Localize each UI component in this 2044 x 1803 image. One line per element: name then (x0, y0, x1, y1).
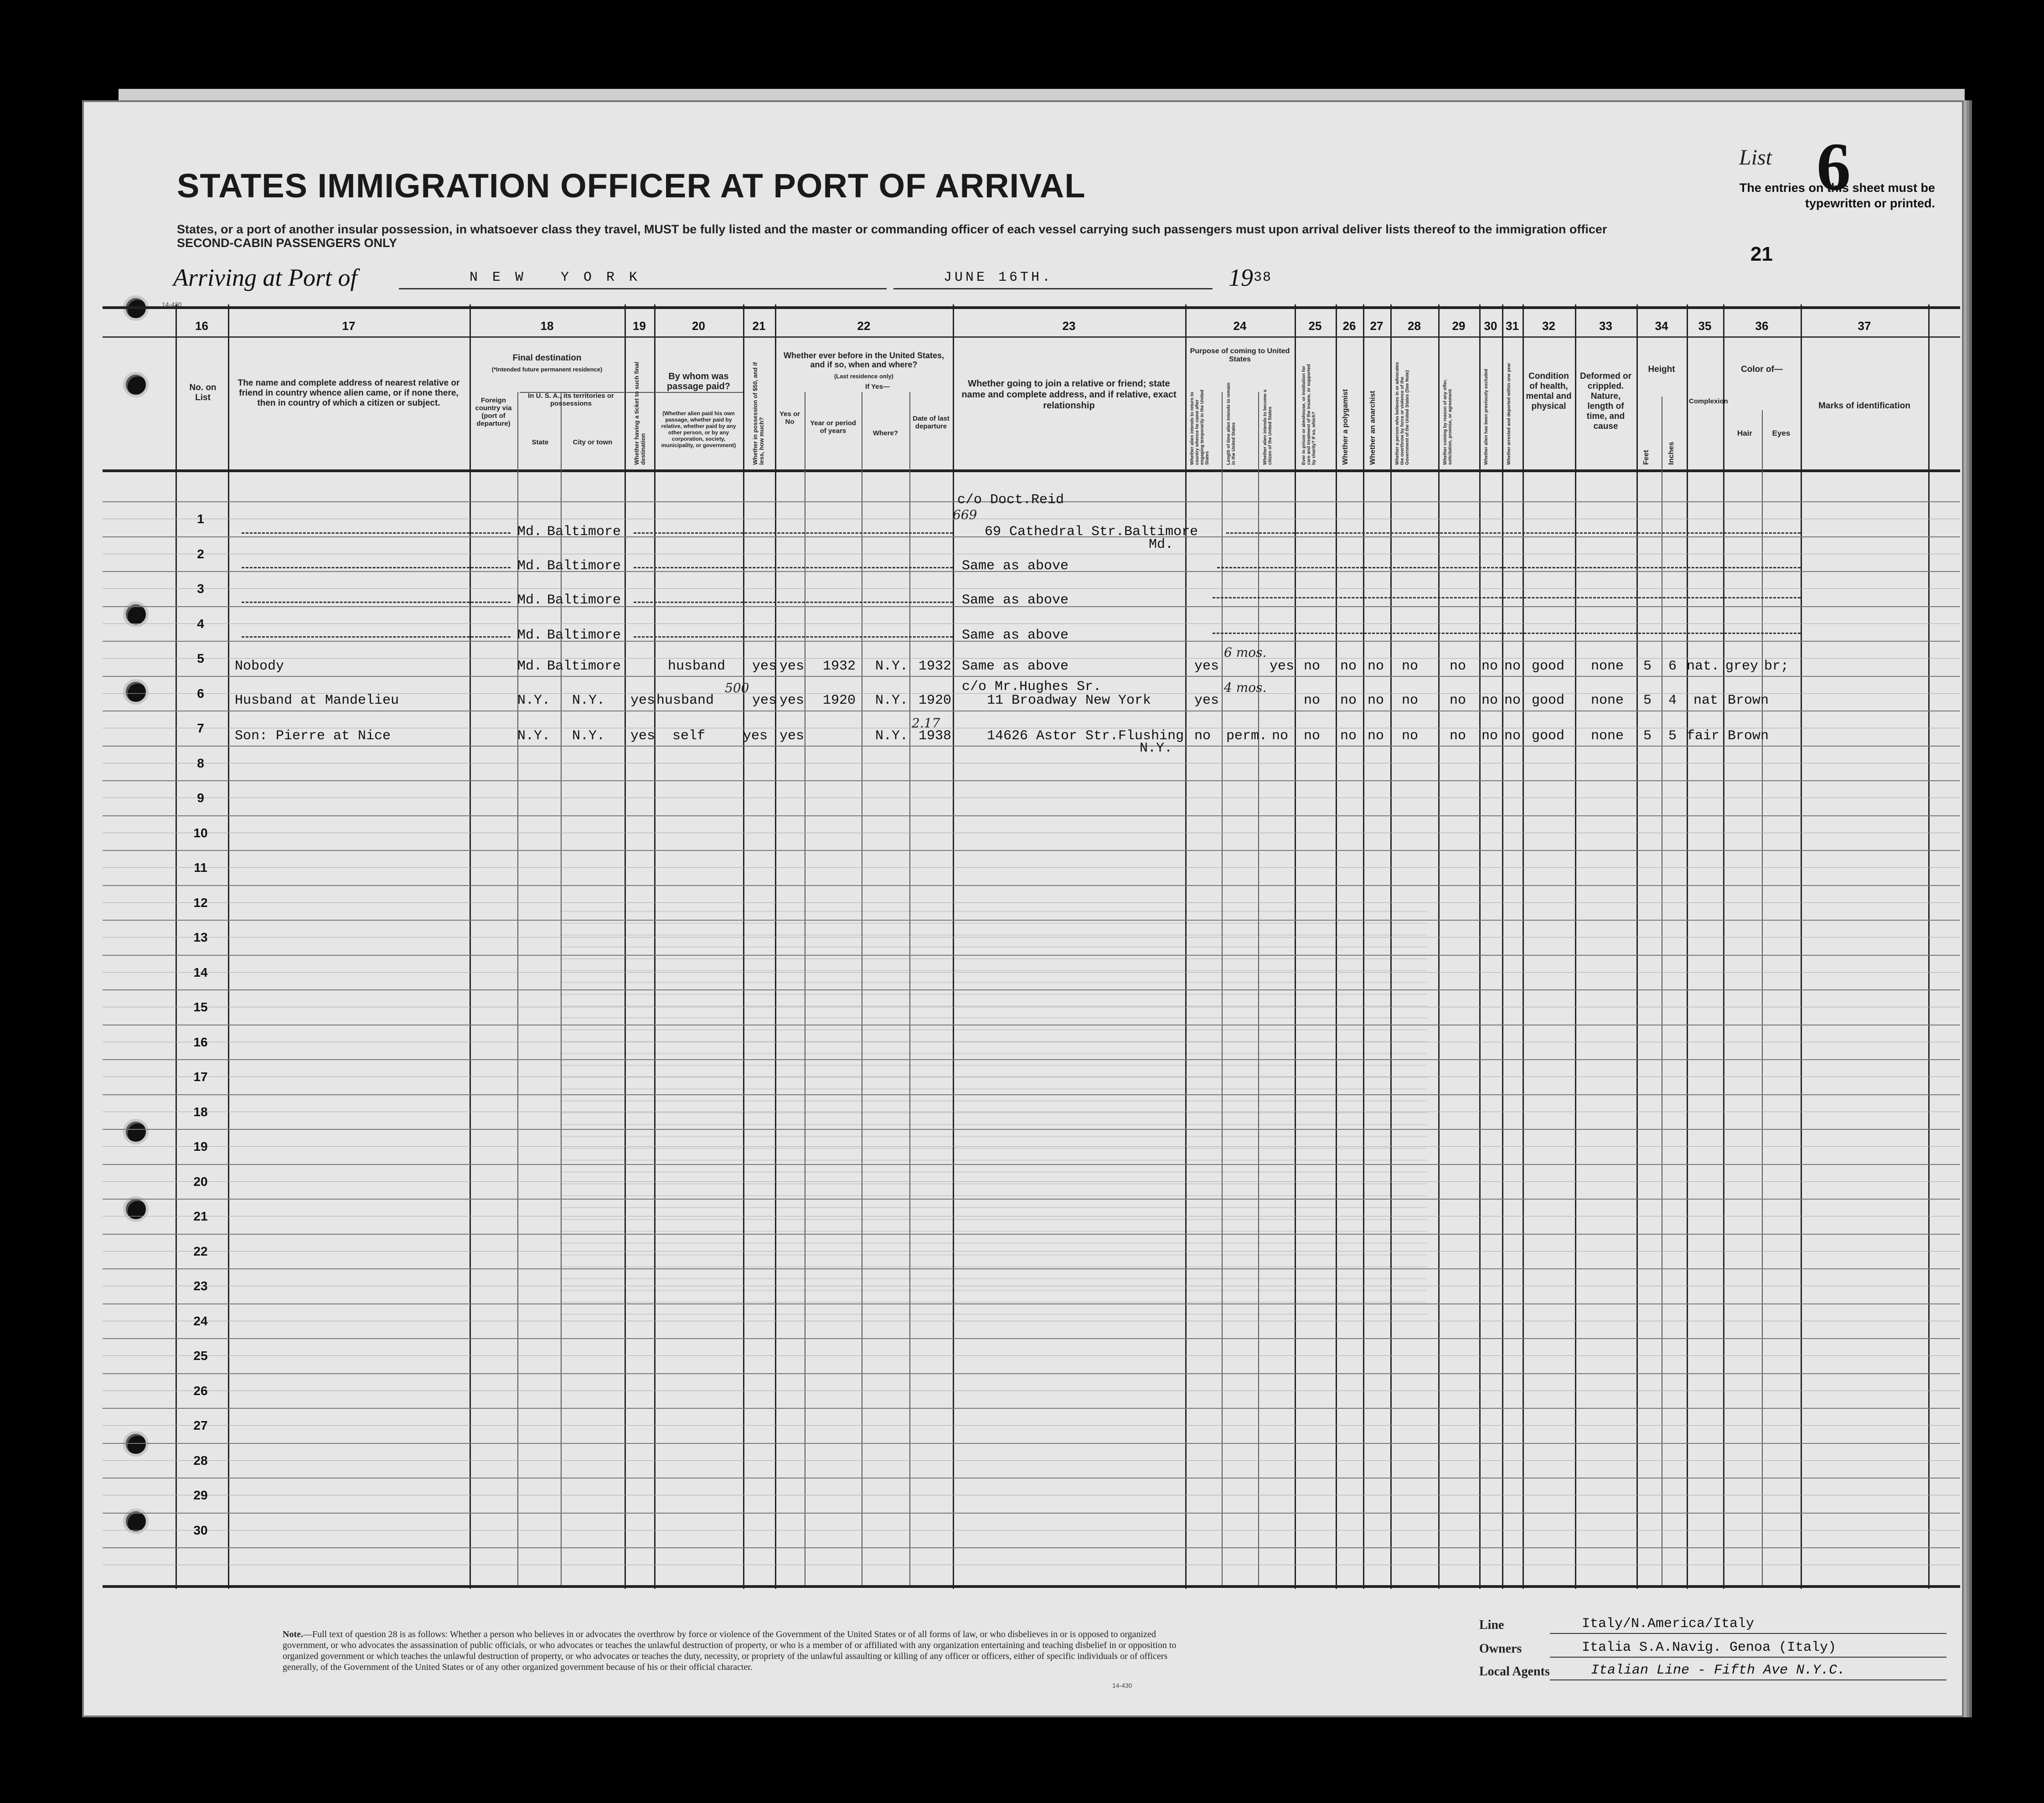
eyes-cell: br; (1764, 659, 1789, 674)
ticket-cell: yes (630, 728, 656, 744)
state-cell: Md. (517, 592, 542, 608)
q29-cell: no (1450, 693, 1466, 708)
header-eyes: Eyes (1772, 429, 1791, 438)
feet-cell: 5 (1643, 659, 1652, 674)
city-cell: Baltimore (547, 592, 621, 608)
handwritten-note: 4 mos. (1224, 680, 1267, 695)
col-rule (1523, 304, 1524, 1589)
header-excluded: Whether alien has been previously excluded (1484, 369, 1489, 465)
col-rule (175, 304, 177, 1589)
year-cell: 1920 (823, 693, 856, 708)
col-rule (1687, 304, 1688, 1589)
join-sub: N.Y. (1140, 741, 1173, 756)
col-number: 25 (1308, 319, 1322, 333)
col-rule (1479, 304, 1481, 1589)
form-title: STATES IMMIGRATION OFFICER AT PORT OF ARRIVAL (177, 167, 1086, 205)
inches-cell: 6 (1668, 659, 1677, 674)
form-code: 14-430 (162, 301, 182, 308)
q28-cell: no (1402, 659, 1419, 674)
state-cell: N.Y. (517, 728, 551, 744)
col-rule (228, 304, 229, 1589)
col-number: 20 (692, 319, 705, 333)
money-cell: yes (752, 659, 777, 674)
join-cell: Same as above (962, 659, 1069, 674)
row-number: 25 (193, 1349, 208, 1363)
row-rule (103, 920, 1960, 921)
footnote-label: Note. (283, 1629, 303, 1639)
row-rule (103, 850, 1960, 851)
header-bottom-rule (103, 469, 1960, 472)
join-cell: 11 Broadway New York (987, 693, 1151, 708)
binder-hole (123, 1431, 149, 1457)
header-offer: Whether coming by reason of any offer, solicitation, promise, or agreement (1443, 379, 1453, 465)
join-cell: Same as above (962, 558, 1069, 574)
row-number: 16 (193, 1035, 208, 1049)
col-number: 33 (1599, 319, 1612, 333)
row-number: 13 (193, 930, 208, 944)
col-number: 29 (1452, 319, 1466, 333)
entries-note: The entries on this sheet must be typewritten or printed. (1739, 181, 1935, 210)
header-if-yes: If Yes— (865, 383, 890, 391)
ditto-dashes (242, 532, 511, 534)
col-number: 22 (857, 319, 871, 333)
header-no-on-list: No. on List (189, 383, 217, 402)
print-through (561, 905, 1427, 1315)
header-before-in-us: Whether ever before in the United States, and if so, when and where? (783, 351, 945, 369)
port-underline (399, 288, 887, 289)
footnote (283, 1629, 1194, 1673)
row-number: 9 (197, 791, 204, 805)
col-number: 35 (1698, 319, 1712, 333)
row-number: 6 (197, 686, 204, 701)
col-number: 32 (1542, 319, 1555, 333)
handwritten-note: 6 mos. (1224, 645, 1267, 660)
join-cell: Same as above (962, 628, 1069, 643)
col-rule (1575, 304, 1576, 1589)
binder-hole (123, 1196, 149, 1222)
handwritten-note: 500 (725, 680, 749, 695)
handwritten-note: 2.17 (912, 716, 940, 731)
state-cell: N.Y. (517, 693, 551, 708)
row-rule (103, 1338, 1960, 1339)
date-cell: 1932 (919, 659, 952, 674)
line-underline (1550, 1633, 1946, 1634)
owners-label: Owners (1479, 1642, 1522, 1656)
header-purpose-return: Whether alien intends to return to country whence he came after engaging temporarily in the United States (1190, 389, 1210, 465)
col-number: 17 (342, 319, 356, 333)
header-inches: Inches (1667, 442, 1675, 465)
header-complexion: Complexion (1689, 397, 1728, 405)
date-underline (893, 288, 1213, 289)
header-year: Year or period of years (810, 419, 856, 435)
owners-underline (1550, 1657, 1946, 1658)
row-number: 11 (194, 860, 207, 875)
header-foreign-country: Foreign country via (port of departure) (475, 397, 512, 428)
row-rule (103, 1373, 1960, 1374)
header-ticket: Whether having a ticket to such final destination (633, 361, 646, 465)
state-cell: Md. (517, 659, 542, 674)
col-number: 28 (1408, 319, 1421, 333)
header-state: State (532, 438, 549, 446)
ditto-dashes (1217, 567, 1801, 568)
header-overthrow: Whether a person who believes in or advocates the overthrow by force or violence of the Government of the United States (See Note) (1395, 362, 1410, 465)
header-city: City or town (573, 438, 613, 446)
row-rule (103, 676, 1960, 677)
row-rule (103, 1129, 1960, 1130)
row-number: 4 (197, 617, 204, 631)
header-nearest-relative: The name and complete address of nearest relative or friend in country whence alien came, or if none there, then in country of which a citizen or subject. (237, 378, 460, 408)
header-last-residence: (Last residence only) (834, 373, 894, 380)
purpose-cell: yes (1194, 659, 1219, 674)
hair-cell: Brown (1728, 728, 1769, 744)
col-number: 18 (540, 319, 554, 333)
row-number: 1 (197, 512, 204, 526)
hair-cell: Brown (1728, 693, 1769, 708)
header-marks: Marks of identification (1818, 401, 1910, 411)
list-number: 6 (1817, 129, 1851, 205)
ditto-dashes (1213, 597, 1801, 598)
line-label: Line (1479, 1618, 1504, 1632)
deformed-cell: none (1591, 659, 1624, 674)
join-sub: Md. (1149, 537, 1174, 552)
col-number: 37 (1858, 319, 1871, 333)
paid-by-cell: husband (668, 659, 726, 674)
ditto-dashes (634, 636, 953, 638)
row-subrule (103, 867, 1960, 868)
q29-cell: no (1450, 659, 1466, 674)
year-suffix: 38 (1254, 270, 1272, 285)
binder-hole (123, 679, 149, 705)
header-deformed: Deformed or crippled. Nature, length of time, and cause (1580, 371, 1631, 431)
polygamist-cell: no (1340, 728, 1357, 744)
row-number: 26 (193, 1384, 208, 1398)
deformed-cell: none (1591, 728, 1624, 744)
q30-cell: no (1481, 728, 1498, 744)
footer-form-code: 14-430 (1112, 1682, 1132, 1689)
table-bottom-rule (103, 1585, 1960, 1588)
row-rule (103, 746, 1960, 747)
date-value: JUNE 16TH. (944, 270, 1053, 285)
col-number: 26 (1342, 319, 1356, 333)
ticket-cell: yes (630, 693, 656, 708)
row-number: 23 (193, 1279, 208, 1293)
col-rule (470, 304, 471, 1589)
header-final-destination-sub: (*Intended future permanent residence) (491, 366, 603, 373)
col-number: 16 (195, 319, 208, 333)
header-hair: Hair (1737, 429, 1753, 438)
where-cell: N.Y. (875, 659, 908, 674)
header-passage-paid-sub: (Whether alien paid his own passage, whether paid by relative, whether paid by any other person, or by any corporation, society, municipality, or government) (661, 410, 736, 448)
row-rule (103, 1513, 1960, 1514)
feet-cell: 5 (1643, 728, 1652, 744)
ditto-dashes (242, 602, 511, 603)
q30-cell: no (1481, 693, 1498, 708)
state-cell: Md. (517, 558, 542, 574)
purpose-cell: no (1194, 728, 1211, 744)
state-cell: Md. (517, 628, 542, 643)
col-number: 23 (1062, 319, 1076, 333)
row-number: 10 (193, 826, 208, 840)
port-value: NEW YORK (470, 270, 652, 285)
anarchist-cell: no (1368, 693, 1384, 708)
row-number: 8 (197, 756, 204, 770)
row-subrule (103, 623, 1960, 624)
inches-cell: 5 (1668, 728, 1677, 744)
col-rule (1438, 304, 1440, 1589)
paid-by-cell: self (672, 728, 706, 744)
health-cell: good (1532, 728, 1565, 744)
money-cell: yes (743, 728, 768, 744)
binder-hole (123, 372, 149, 397)
row-number: 30 (193, 1523, 208, 1537)
before-cell: yes (779, 728, 805, 744)
year-prefix: 19 (1228, 264, 1253, 291)
handwritten-note: 669 (953, 507, 977, 522)
citizen-cell: no (1272, 728, 1289, 744)
col-number: 31 (1506, 319, 1519, 333)
header-in-usa: In U. S. A., its territories or possessions (528, 392, 614, 407)
row-rule (103, 1408, 1960, 1409)
header-join-relative: Whether going to join a relative or friend; state name and complete address, and if relative, exact relationship (961, 379, 1177, 411)
row-number: 17 (193, 1070, 208, 1084)
feet-cell: 5 (1643, 693, 1652, 708)
row-number: 5 (197, 651, 204, 665)
row-rule (103, 989, 1960, 990)
header-health: Condition of health, mental and physical (1526, 371, 1572, 411)
inches-cell: 4 (1668, 693, 1677, 708)
row-rule (103, 815, 1960, 816)
deformed-cell: none (1591, 693, 1624, 708)
agents-label: Local Agents (1479, 1664, 1550, 1679)
col-rule (1636, 304, 1638, 1589)
where-cell: N.Y. (875, 693, 908, 708)
row-rule (103, 1443, 1960, 1444)
row-rule (103, 885, 1960, 886)
agents-underline (1550, 1679, 1946, 1680)
table-top-rule (103, 306, 1960, 309)
header-color: Color of— (1741, 365, 1783, 374)
row-rule (103, 1268, 1960, 1269)
date-cell: 1938 (919, 728, 952, 744)
header-height: Height (1648, 365, 1675, 374)
complexion-cell: nat. (1687, 659, 1720, 674)
anarchist-cell: no (1368, 659, 1384, 674)
city-cell: Baltimore (547, 524, 621, 540)
row-subrule (103, 972, 1960, 973)
header-polygamist: Whether a polygamist (1342, 389, 1349, 465)
subcol-rule (1762, 410, 1763, 1585)
row-number: 2 (197, 547, 204, 561)
row-number: 24 (193, 1314, 208, 1328)
line-value: Italy/N.America/Italy (1582, 1616, 1755, 1632)
row-number: 22 (193, 1244, 208, 1258)
prison-cell: no (1304, 659, 1321, 674)
row-subrule (103, 1425, 1960, 1426)
col-number: 19 (633, 319, 646, 333)
row-rule (103, 1199, 1960, 1200)
ditto-dashes (634, 602, 953, 603)
col-rule (1801, 304, 1802, 1589)
row-number: 27 (193, 1418, 208, 1432)
header-passage-paid: By whom was passage paid? (667, 371, 730, 392)
row-number: 12 (193, 896, 208, 910)
row-subrule (103, 1251, 1960, 1252)
prison-cell: no (1304, 693, 1321, 708)
row-subrule (103, 1181, 1960, 1182)
relative-cell: Son: Pierre at Nice (235, 728, 391, 744)
city-cell: N.Y. (572, 728, 605, 744)
before-cell: yes (779, 659, 805, 674)
col-number: 36 (1755, 319, 1769, 333)
join-careof: c/o Doct.Reid (957, 492, 1064, 508)
footnote-text: —Full text of question 28 is as follows: Whether a person who believes in or advocates the overthrow by force or violence of the Government of the United States or of all forms of law, or who disbelieves in or is opposed to organized government, or who advocates the assassination of public officials, or who advocates or teaches the unlawful destruction of property, or who is a member of or affiliated with any organization entertaining and teaching disbelief in or opposition to organized government or which teaches the unlawful destruction of property, or who advocates or teaches the duty, necessity, or propriety of the unlawful assaulting or killing of any officer or officers, either of specific individuals or of officers generally, of the Government of the United States or of any other organized government because of his or their official character. (283, 1629, 1177, 1672)
where-cell: N.Y. (875, 728, 908, 744)
row-number: 19 (193, 1139, 208, 1154)
hair-cell: grey (1725, 659, 1759, 674)
ditto-dashes (1226, 532, 1801, 534)
row-subrule (103, 1146, 1960, 1147)
row-number: 7 (197, 721, 204, 735)
ditto-dashes (634, 567, 953, 568)
col-number: 34 (1655, 319, 1668, 333)
row-rule (103, 1547, 1960, 1548)
complexion-cell: nat (1693, 693, 1719, 708)
header-purpose: Purpose of coming to United States (1190, 347, 1290, 363)
row-subrule (103, 937, 1960, 938)
header-feet: Feet (1642, 450, 1650, 465)
ditto-dashes (242, 567, 511, 568)
ditto-dashes (634, 532, 953, 534)
col-rule (1723, 304, 1724, 1589)
join-cell: 69 Cathedral Str.Baltimore (985, 524, 1198, 540)
row-rule (103, 1234, 1960, 1235)
row-subrule (103, 1355, 1960, 1356)
q31-cell: no (1504, 659, 1521, 674)
owners-value: Italia S.A.Navig. Genoa (Italy) (1582, 1640, 1837, 1655)
header-final-destination: Final destination (512, 353, 582, 363)
q31-cell: no (1504, 693, 1521, 708)
row-number: 3 (197, 582, 204, 596)
purpose-b-cell: yes (1270, 659, 1295, 674)
q28-cell: no (1402, 728, 1419, 744)
q31-cell: no (1504, 728, 1521, 744)
state-cell: Md. (517, 524, 542, 540)
city-cell: Baltimore (547, 558, 621, 574)
row-number: 15 (193, 1000, 208, 1014)
col-number: 27 (1370, 319, 1383, 333)
class-line: SECOND-CABIN PASSENGERS ONLY (177, 236, 397, 250)
polygamist-cell: no (1340, 693, 1357, 708)
list-label: List (1739, 145, 1772, 170)
arriving-label: Arriving at Port of (173, 264, 357, 291)
money-cell: yes (752, 693, 777, 708)
purpose-cell: yes (1194, 693, 1219, 708)
join-careof: c/o Mr.Hughes Sr. (962, 679, 1102, 695)
city-cell: Baltimore (547, 659, 621, 674)
q28-cell: no (1402, 693, 1419, 708)
row-rule (103, 1094, 1960, 1095)
date-cell: 1920 (919, 693, 952, 708)
city-cell: N.Y. (572, 693, 605, 708)
relative-cell: Husband at Mandelieu (235, 693, 399, 708)
binder-hole (123, 1119, 149, 1144)
join-cell: Same as above (962, 592, 1069, 608)
header-anarchist: Whether an anarchist (1369, 391, 1377, 465)
col-number: 24 (1233, 319, 1247, 333)
health-cell: good (1532, 693, 1565, 708)
header-where: Where? (872, 429, 898, 437)
col-rule (1928, 304, 1930, 1589)
sheet-number: 21 (1750, 243, 1773, 265)
row-subrule (103, 1460, 1960, 1461)
polygamist-cell: no (1340, 659, 1357, 674)
row-rule (103, 955, 1960, 956)
row-rule (103, 1059, 1960, 1060)
ditto-dashes (242, 636, 511, 638)
row-subrule (103, 902, 1960, 903)
header-purpose-length: Length of time alien intends to remain in the United States (1226, 382, 1236, 465)
header-yes-no: Yes or No (779, 410, 800, 426)
q30-cell: no (1481, 659, 1498, 674)
col-number: 21 (752, 319, 766, 333)
row-number: 14 (193, 965, 208, 979)
row-rule (103, 1164, 1960, 1165)
relative-cell: Nobody (235, 659, 284, 674)
col-rule (1502, 304, 1503, 1589)
complexion-cell: fair (1687, 728, 1720, 744)
health-cell: good (1532, 659, 1565, 674)
agents-value: Italian Line - Fifth Ave N.Y.C. (1591, 1663, 1846, 1678)
year-cell: 1932 (823, 659, 856, 674)
paid-by-cell: husband (656, 693, 714, 708)
row-number: 21 (193, 1209, 208, 1223)
purpose-b-cell: perm. (1226, 728, 1268, 744)
row-rule (103, 780, 1960, 781)
anarchist-cell: no (1368, 728, 1384, 744)
row-number: 28 (193, 1453, 208, 1468)
row-number: 20 (193, 1175, 208, 1189)
before-cell: yes (779, 693, 805, 708)
row-rule (103, 1303, 1960, 1304)
header-purpose-citizen: Whether alien intends to become a citizen of the United States (1263, 389, 1273, 465)
row-subrule (103, 588, 1960, 589)
col-number: 30 (1484, 319, 1497, 333)
row-number: 18 (193, 1105, 208, 1119)
colnum-rule (103, 336, 1960, 338)
header-fifty-dollars: Whether in possession of $50, and if less, how much? (752, 362, 765, 465)
prison-cell: no (1304, 728, 1321, 744)
join-cell: 14626 Astor Str.Flushing (987, 728, 1184, 744)
row-number: 29 (193, 1488, 208, 1502)
q29-cell: no (1450, 728, 1466, 744)
instruction-line: States, or a port of another insular possession, in whatsoever class they travel, MUST be fully listed and the master or commanding officer of each vessel carrying such passengers must upon arrival deliver lists thereof to the immigration officer (177, 222, 1607, 236)
city-cell: Baltimore (547, 628, 621, 643)
ditto-dashes (1213, 633, 1801, 634)
header-prison: Ever in prison or almshouse, or institution for care and treatment of the insane, or supported by charity? If so, which? (1301, 364, 1316, 465)
header-deported: Whether arrested and deported within one year (1507, 363, 1512, 465)
header-last-departure: Date of last departure (913, 415, 950, 430)
